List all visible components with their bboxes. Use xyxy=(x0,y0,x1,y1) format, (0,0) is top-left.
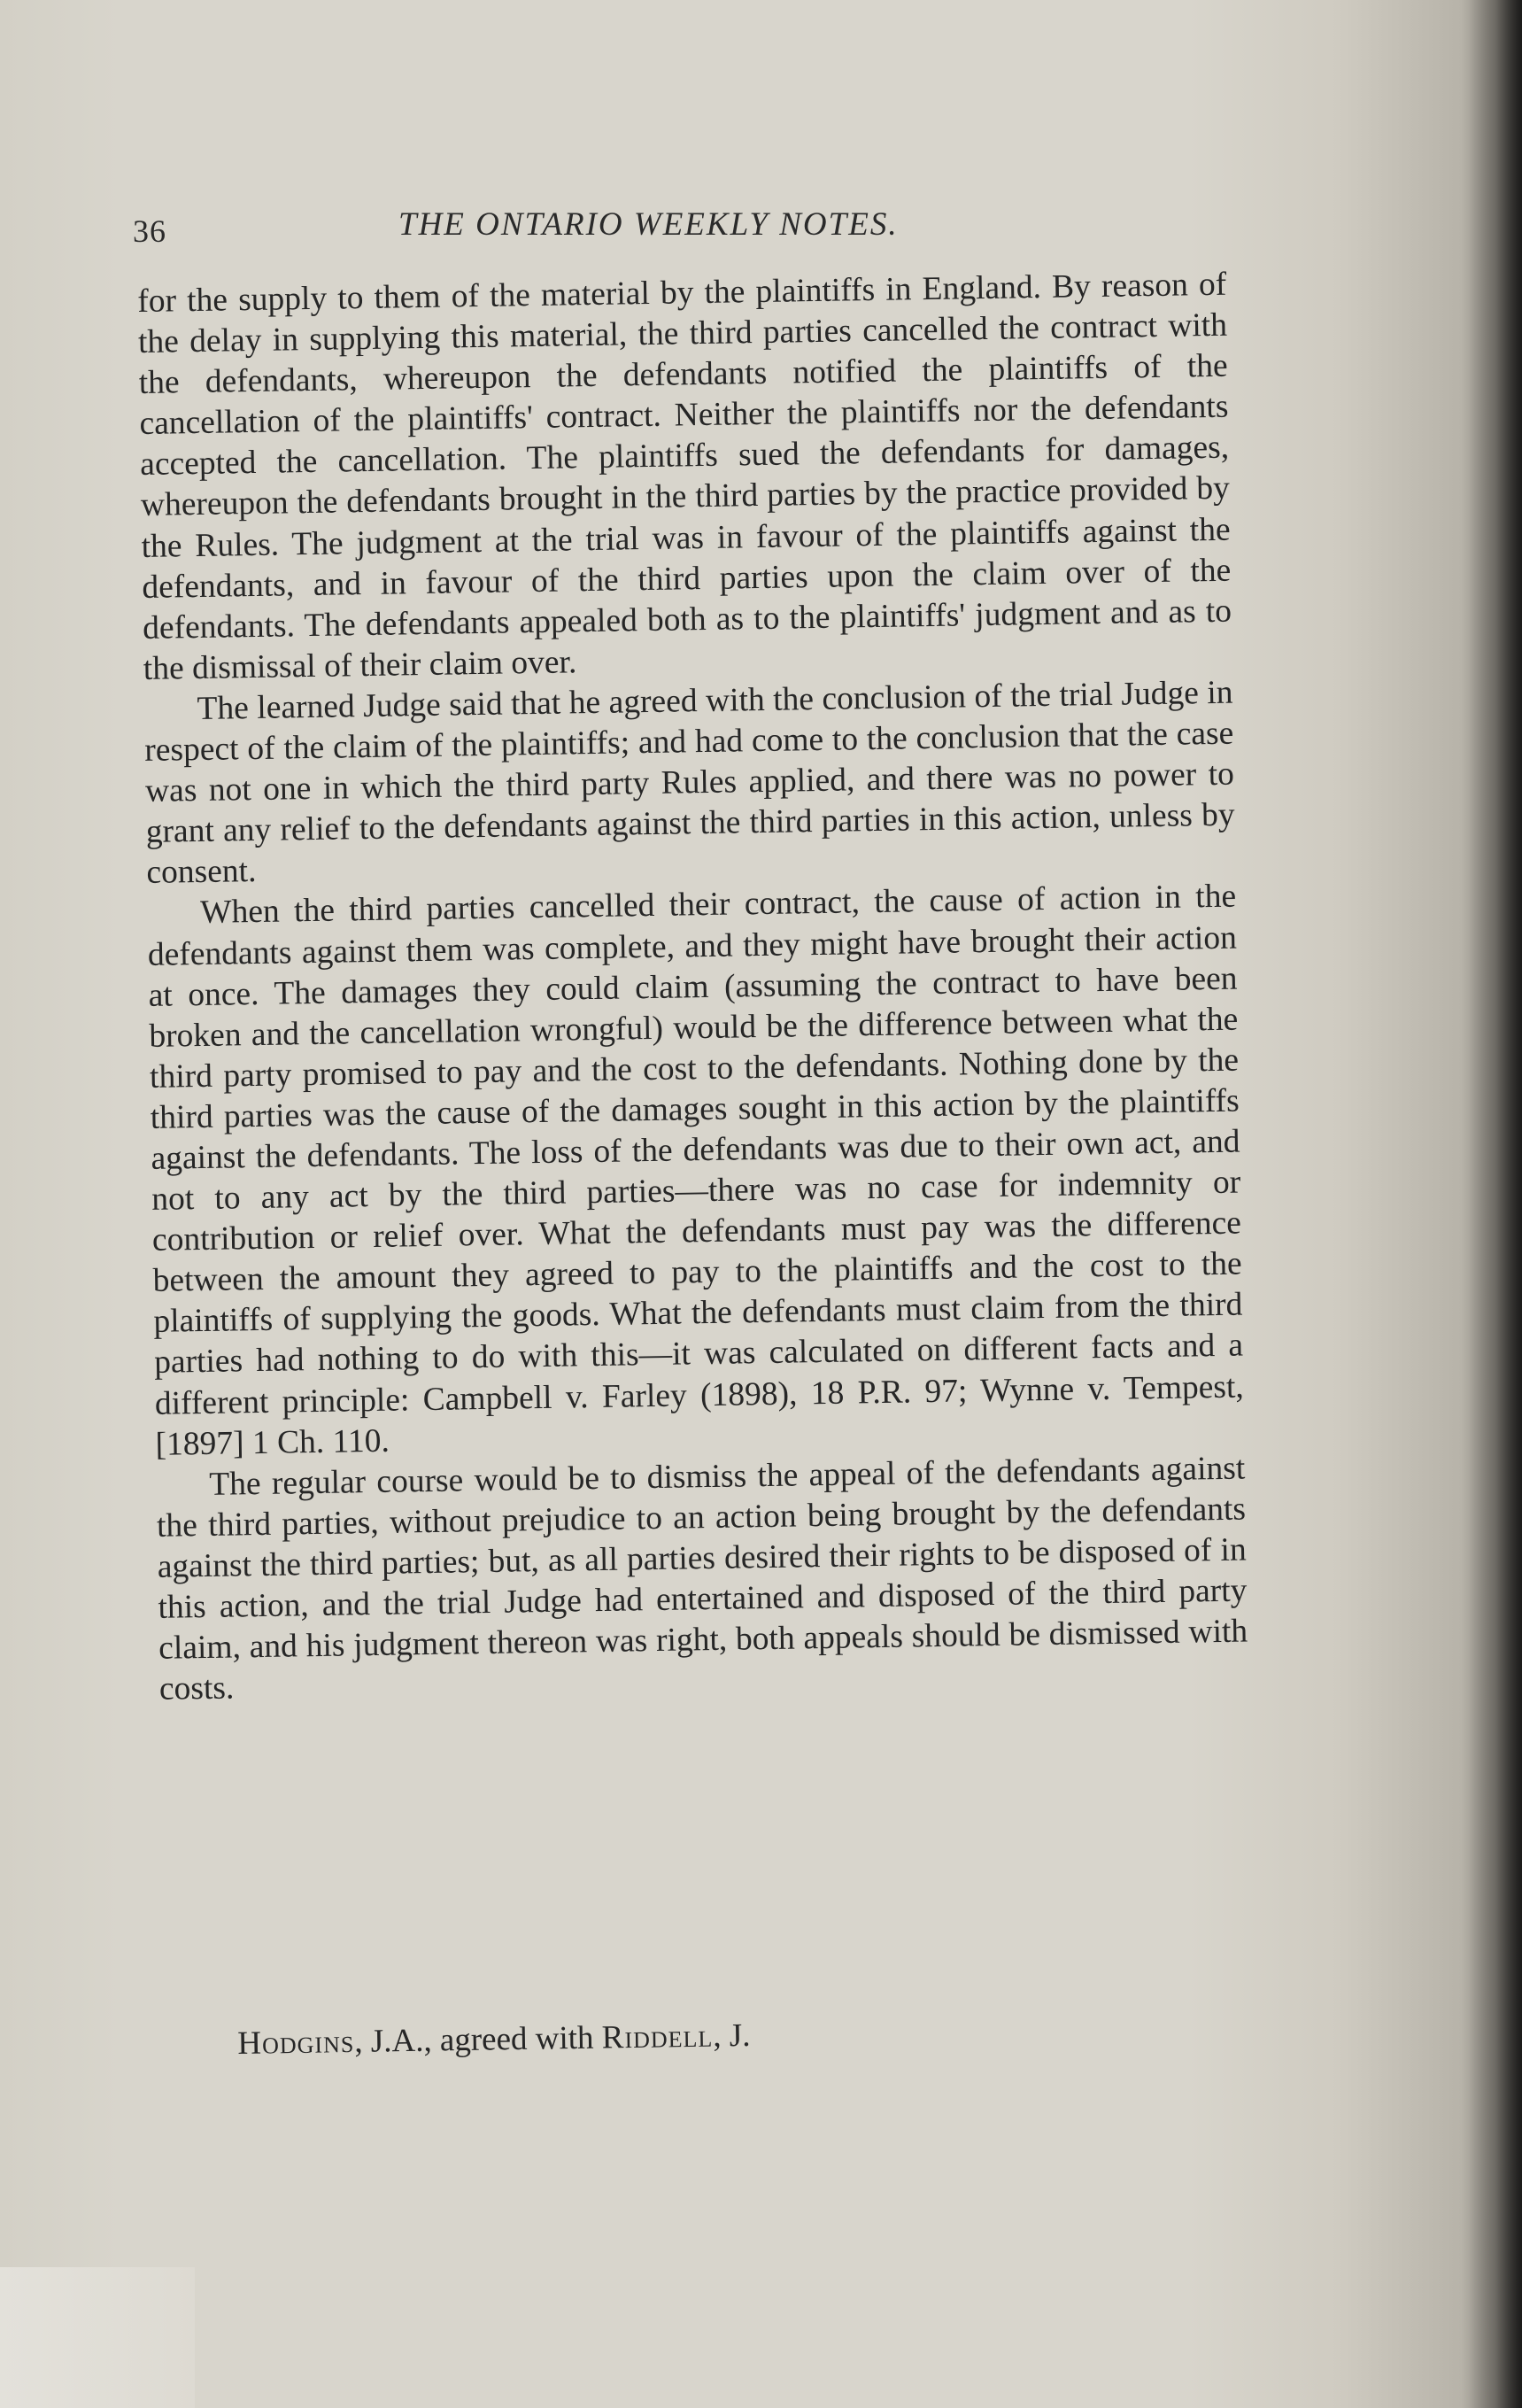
paragraph-3: When the third parties cancelled their contract, the cause of action in the defendants against them was complete, and they might have brought their action at once. The damages they could claim (assuming the contract to have been broken and the cancellation wrongful) would be the difference between what the third party promised to pay and the cost to the defendants. Nothing done by the third parties was the cause of the damages sought in this action by the plaintiffs against the defendants. The loss of the defendants was due to their own act, and not to any act by the third parties—there was no case for indemnity or contribution or relief over. What the defendants must pay was the difference between the amount they agreed to pay to the plaintiffs and the cost to the plaintiffs of supplying the goods. What the defendants must claim from the third parties had nothing to do with this—it was calculated on different facts and a different principle: Campbell v. Farley (1898), 18 P.R. 97; Wynne v. Tempest, [1897] 1 Ch. 110. xyxy=(147,879,1245,1463)
paragraph-4: The regular course would be to dismiss the appeal of the defendants against the third parties, without prejudice to an action being brought by the defendants against the third parties; but, as all parties desired their rights to be disposed of in this action, and the trial Judge had entertained and disposed of the third party claim, and his judgment thereon was right, both appeals should be dismissed with costs. xyxy=(156,1450,1248,1707)
judge-name-hodgins: Hodgins xyxy=(237,2023,355,2062)
binding-gutter-shadow xyxy=(1469,0,1522,2408)
signoff-text-2: , J. xyxy=(712,2017,751,2055)
judge-signoff xyxy=(237,2017,751,2063)
page-header xyxy=(133,202,1240,255)
corner-tape-mark xyxy=(0,2267,195,2408)
paragraph-1: for the supply to them of the material by the plaintiffs in England. By reason of the delay in supplying this material, the third parties cancelled the contract with the defendants, whereupon the defendants notified the plaintiffs of the cancellation of the plaintiffs' contract. Neither the plaintiffs nor the defendants accepted the cancellation. The plaintiffs sued the defendants for damages, whereupon the defendants brought in the third parties by the practice provided by the Rules. The judgment at the trial was in favour of the plaintiffs against the defendants, and in favour of the third parties upon the claim over of the defendants. The defendants appealed both as to the plaintiffs' judgment and as to the dismissal of their claim over. xyxy=(137,266,1232,687)
paragraph-2: The learned Judge said that he agreed with the conclusion of the trial Judge in respect of the claim of the plaintiffs; and had come to the conclusion that the case was not one in which the third party Rules applied, and there was no power to grant any relief to the defendants against the third parties in this action, unless by consent. xyxy=(143,674,1235,892)
running-title: THE ONTARIO WEEKLY NOTES. xyxy=(398,206,899,243)
judge-name-riddell: Riddell xyxy=(601,2017,714,2056)
body-text xyxy=(137,265,1248,1710)
signoff-text-1: , J.A., agreed with xyxy=(353,2019,603,2060)
page-number: 36 xyxy=(133,213,166,249)
